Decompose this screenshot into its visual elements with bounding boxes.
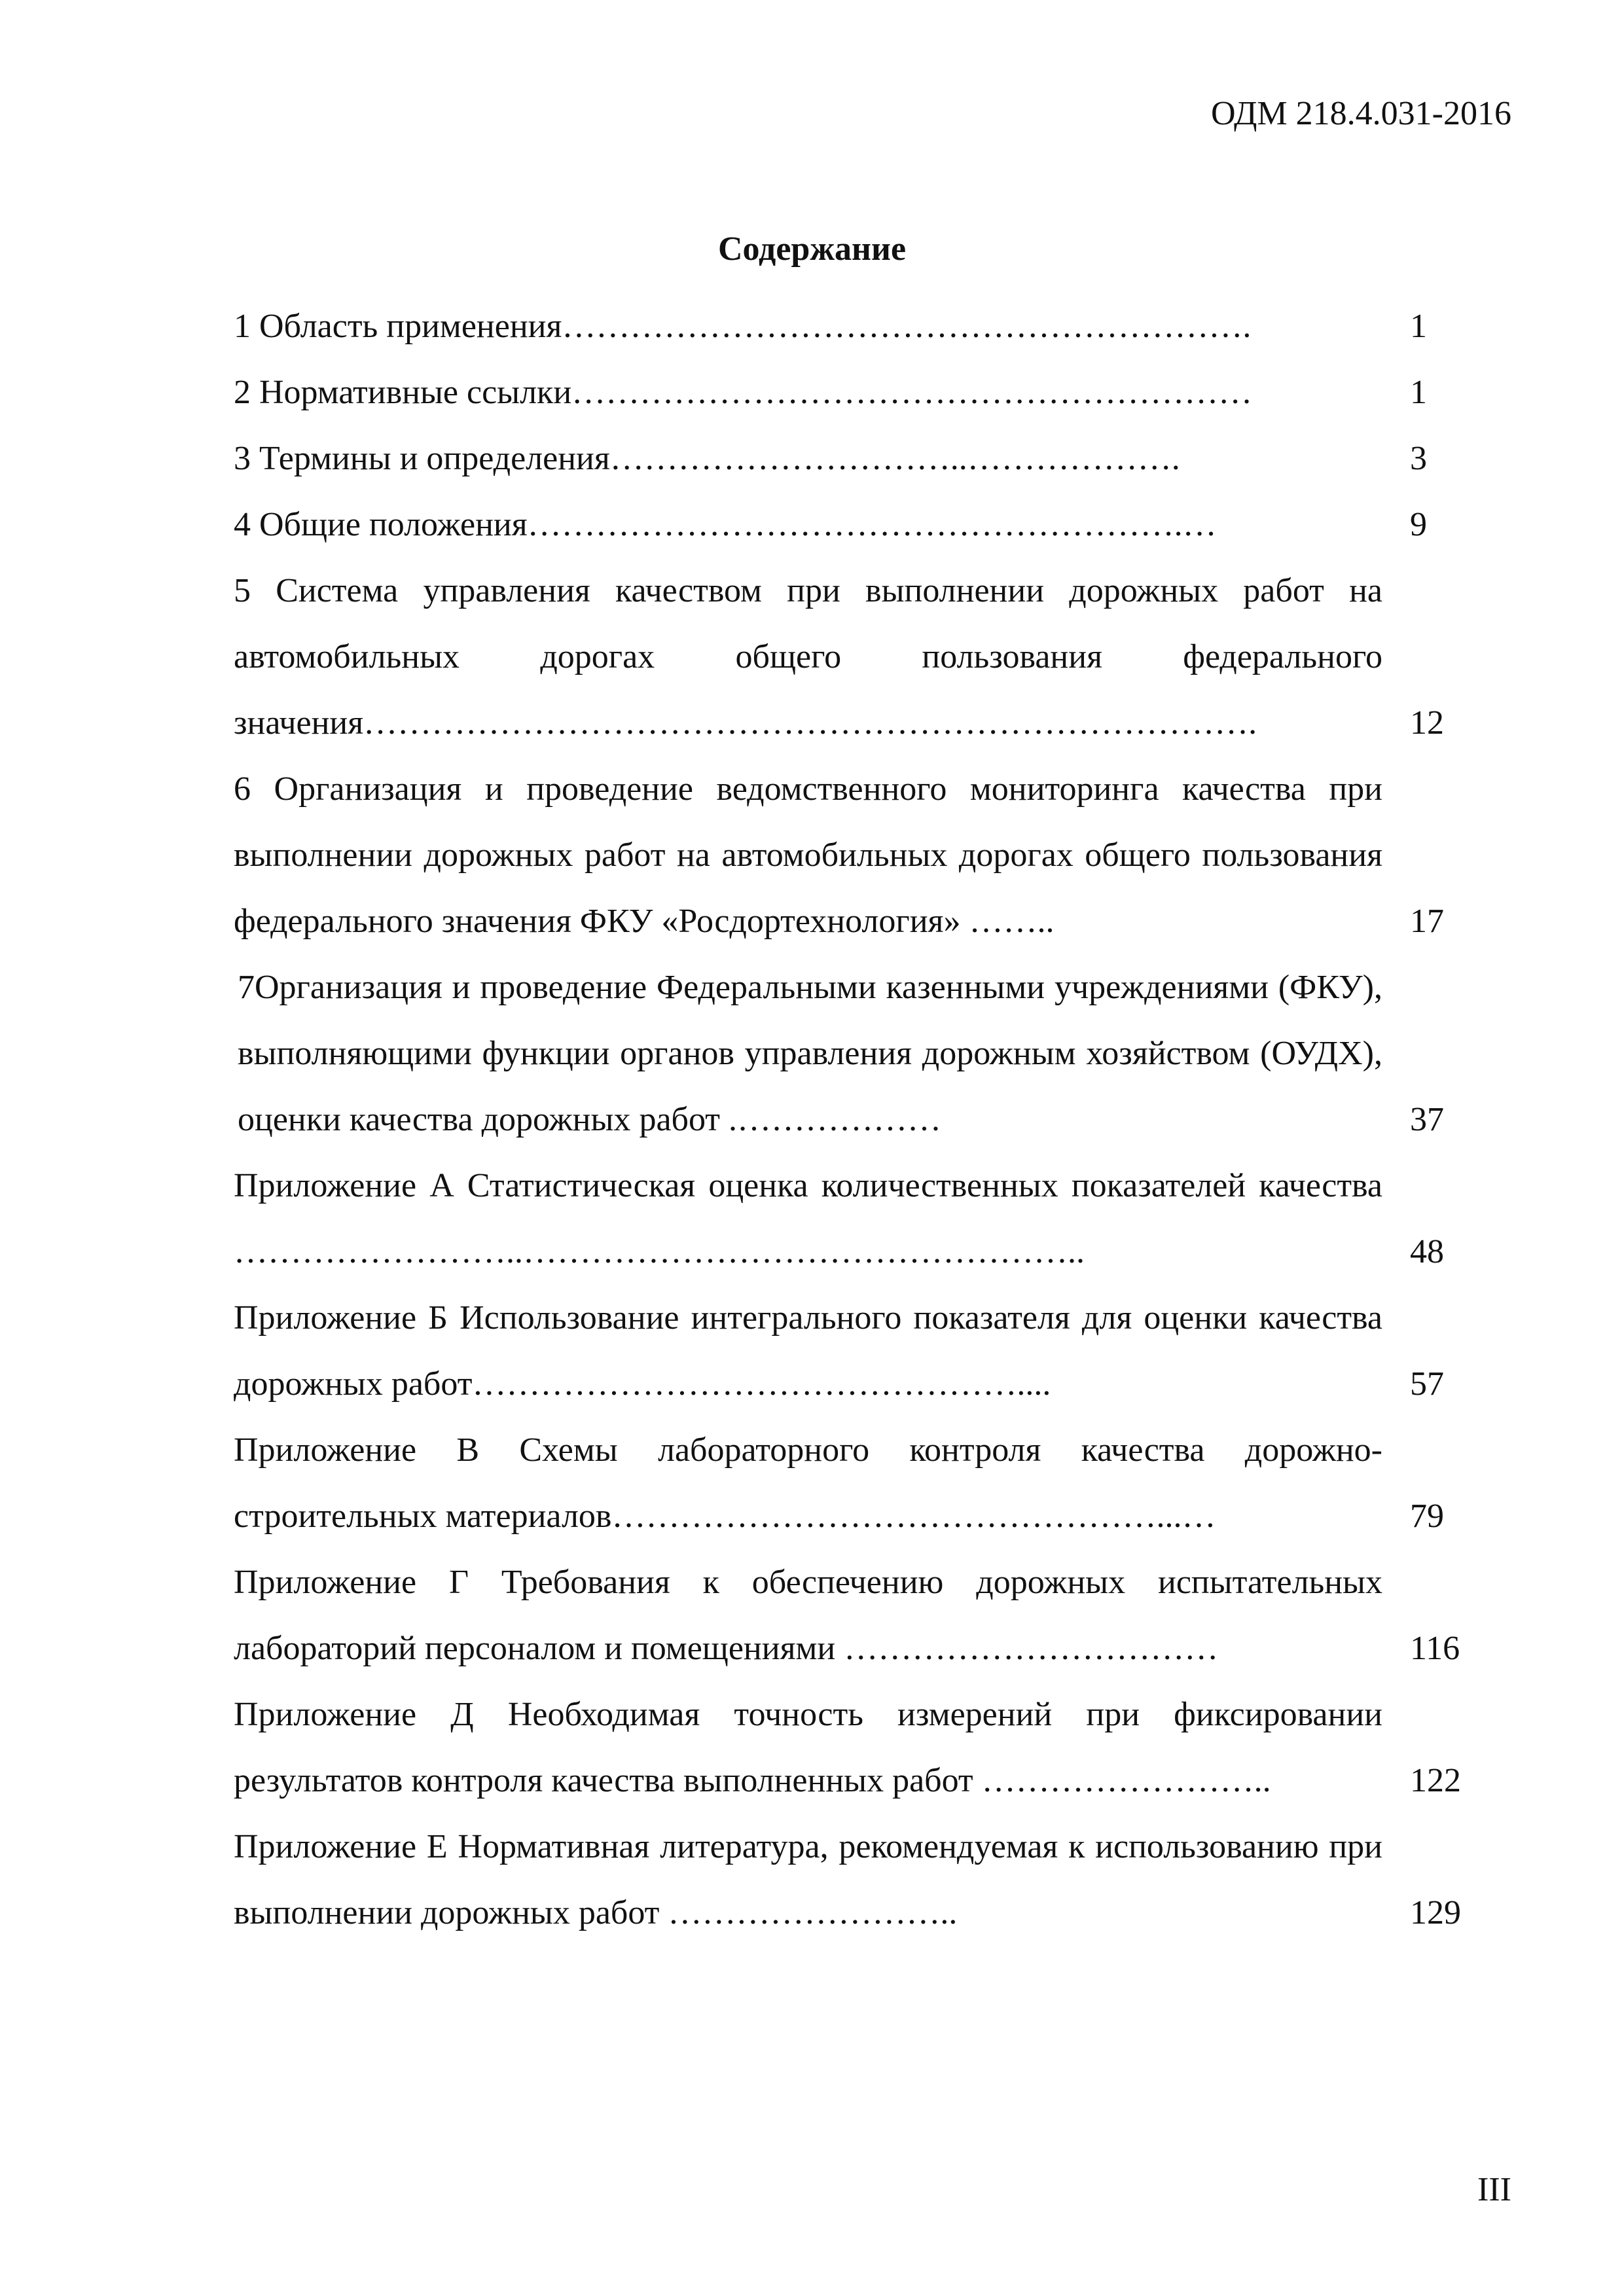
toc-entry — [234, 1549, 1477, 1681]
toc-entry-page: 9 — [1410, 506, 1427, 543]
toc-entry — [234, 359, 1477, 425]
toc-entry — [234, 425, 1477, 492]
toc-entry-text: 7Организация и проведение Федеральными казенными учреждениями (ФКУ), выполняющими функции органов управления дорожным хозяйством (ОУДХ), оценки качества дорожных работ .……………… — [238, 969, 1382, 1138]
toc-entry — [234, 756, 1477, 954]
toc-entry-page: 1 — [1410, 374, 1427, 411]
toc-title: Содержание — [717, 230, 907, 268]
table-of-contents — [234, 293, 1477, 1946]
toc-entry-page: 57 — [1410, 1365, 1444, 1403]
toc-entry-page: 17 — [1410, 903, 1444, 940]
toc-entry — [234, 558, 1477, 756]
document-code: ОДМ 218.4.031-2016 — [1211, 95, 1511, 132]
toc-entry-page: 48 — [1410, 1233, 1444, 1270]
toc-entry — [234, 293, 1477, 359]
toc-entry-text: Приложение Е Нормативная литература, рекомендуемая к использованию при выполнении дорожных работ …………………….. — [234, 1828, 1382, 1931]
toc-entry-text: 6 Организация и проведение ведомственного мониторинга качества при выполнении дорожных работ на автомобильных дорогах общего пользования федерального значения ФКУ «Росдортехнология» …….. — [234, 770, 1382, 940]
toc-entry-page: 79 — [1410, 1498, 1444, 1535]
toc-entry-page: 1 — [1410, 308, 1427, 345]
toc-entry — [234, 1681, 1477, 1814]
toc-entry-text: Приложение Б Использование интегрального показателя для оценки качества дорожных работ………………………………………….... — [234, 1299, 1382, 1403]
toc-entry — [234, 1153, 1477, 1285]
toc-entry-text: Приложение В Схемы лабораторного контроля качества дорожно-строительных материалов…………………………………………...… — [234, 1431, 1382, 1535]
toc-entry-text: 4 Общие положения………………………………………………….… — [234, 506, 1217, 543]
page-number: III — [1477, 2171, 1511, 2208]
toc-entry-text: 3 Термины и определения…………………………..………………. — [234, 440, 1180, 477]
toc-entry — [234, 1814, 1477, 1946]
toc-entry-text: 5 Система управления качеством при выполнении дорожных работ на автомобильных дорогах общего пользования федерального значения……………………………………………………………………. — [234, 572, 1382, 742]
toc-entry-page: 37 — [1410, 1101, 1444, 1138]
toc-entry-text: 2 Нормативные ссылки…………………………………………………… — [234, 374, 1253, 411]
toc-entry-page: 12 — [1410, 704, 1444, 742]
toc-entry-text: Приложение Д Необходимая точность измерений при фиксировании результатов контроля качества выполненных работ …………………….. — [234, 1696, 1382, 1799]
toc-entry — [234, 954, 1477, 1153]
toc-entry-page: 3 — [1410, 440, 1427, 477]
toc-entry-page: 129 — [1410, 1894, 1461, 1931]
toc-entry-text: Приложение Г Требования к обеспечению дорожных испытательных лабораторий персоналом и помещениями …………………………… — [234, 1564, 1382, 1667]
toc-entry-page: 116 — [1410, 1630, 1460, 1667]
toc-entry — [234, 492, 1477, 558]
toc-entry-text: Приложение А Статистическая оценка количественных показателей качества ……………………..………………………………………….. — [234, 1167, 1382, 1270]
toc-entry-text: 1 Область применения……………………………………………………. — [234, 308, 1252, 345]
toc-entry — [234, 1285, 1477, 1417]
toc-entry-page: 122 — [1410, 1762, 1461, 1799]
toc-entry — [234, 1417, 1477, 1549]
